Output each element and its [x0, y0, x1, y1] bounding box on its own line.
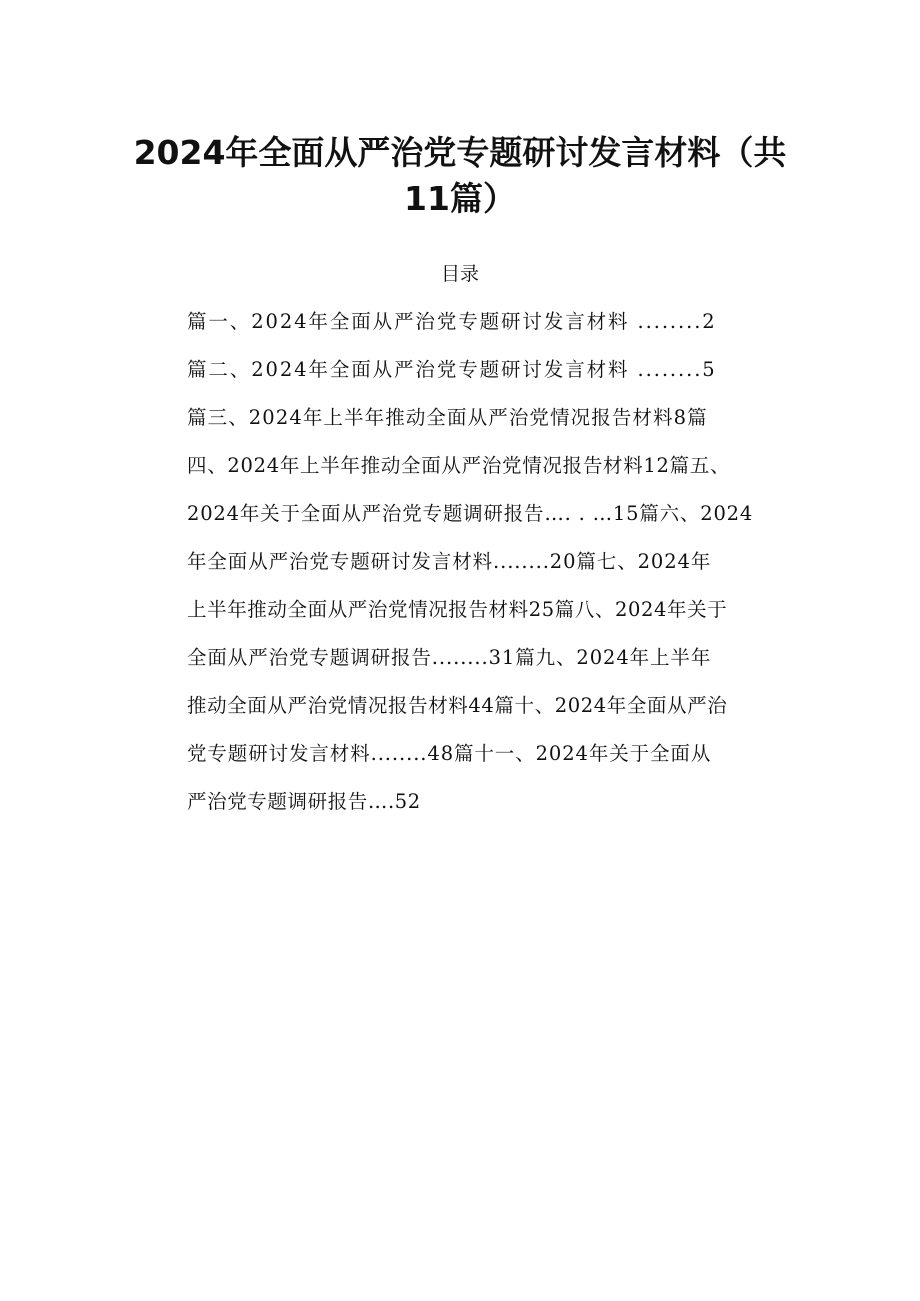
title-line-2: 11篇） [404, 179, 516, 218]
toc-line: 严治党专题调研报告….52 [187, 790, 421, 813]
toc-line: 年全面从严治党专题研讨发言材料........20篇七、2024年 [187, 550, 712, 573]
toc-line: 全面从严治党专题调研报告........31篇九、2024年上半年 [187, 646, 712, 669]
toc-line: 2024年关于全面从严治党专题调研报告…. . …15篇六、2024 [187, 502, 754, 525]
document-title [130, 130, 790, 222]
toc-line: 上半年推动全面从严治党情况报告材料25篇八、2024年关于 [187, 598, 728, 621]
toc-line: 篇二、2024年全面从严治党专题研讨发言材料 ........5 [187, 358, 717, 381]
toc-line: 篇三、2024年上半年推动全面从严治党情况报告材料8篇 [187, 406, 708, 429]
toc-line: 篇一、2024年全面从严治党专题研讨发言材料 ........2 [187, 310, 717, 333]
toc-line: 四、2024年上半年推动全面从严治党情况报告材料12篇五、 [187, 454, 731, 477]
toc-heading: 目录 [440, 263, 479, 285]
toc-line: 推动全面从严治党情况报告材料44篇十、2024年全面从严治 [187, 694, 728, 717]
title-line-1: 2024年全面从严治党专题研讨发言材料（共 [133, 133, 787, 172]
toc-line: 党专题研讨发言材料........48篇十一、2024年关于全面从 [187, 742, 712, 765]
